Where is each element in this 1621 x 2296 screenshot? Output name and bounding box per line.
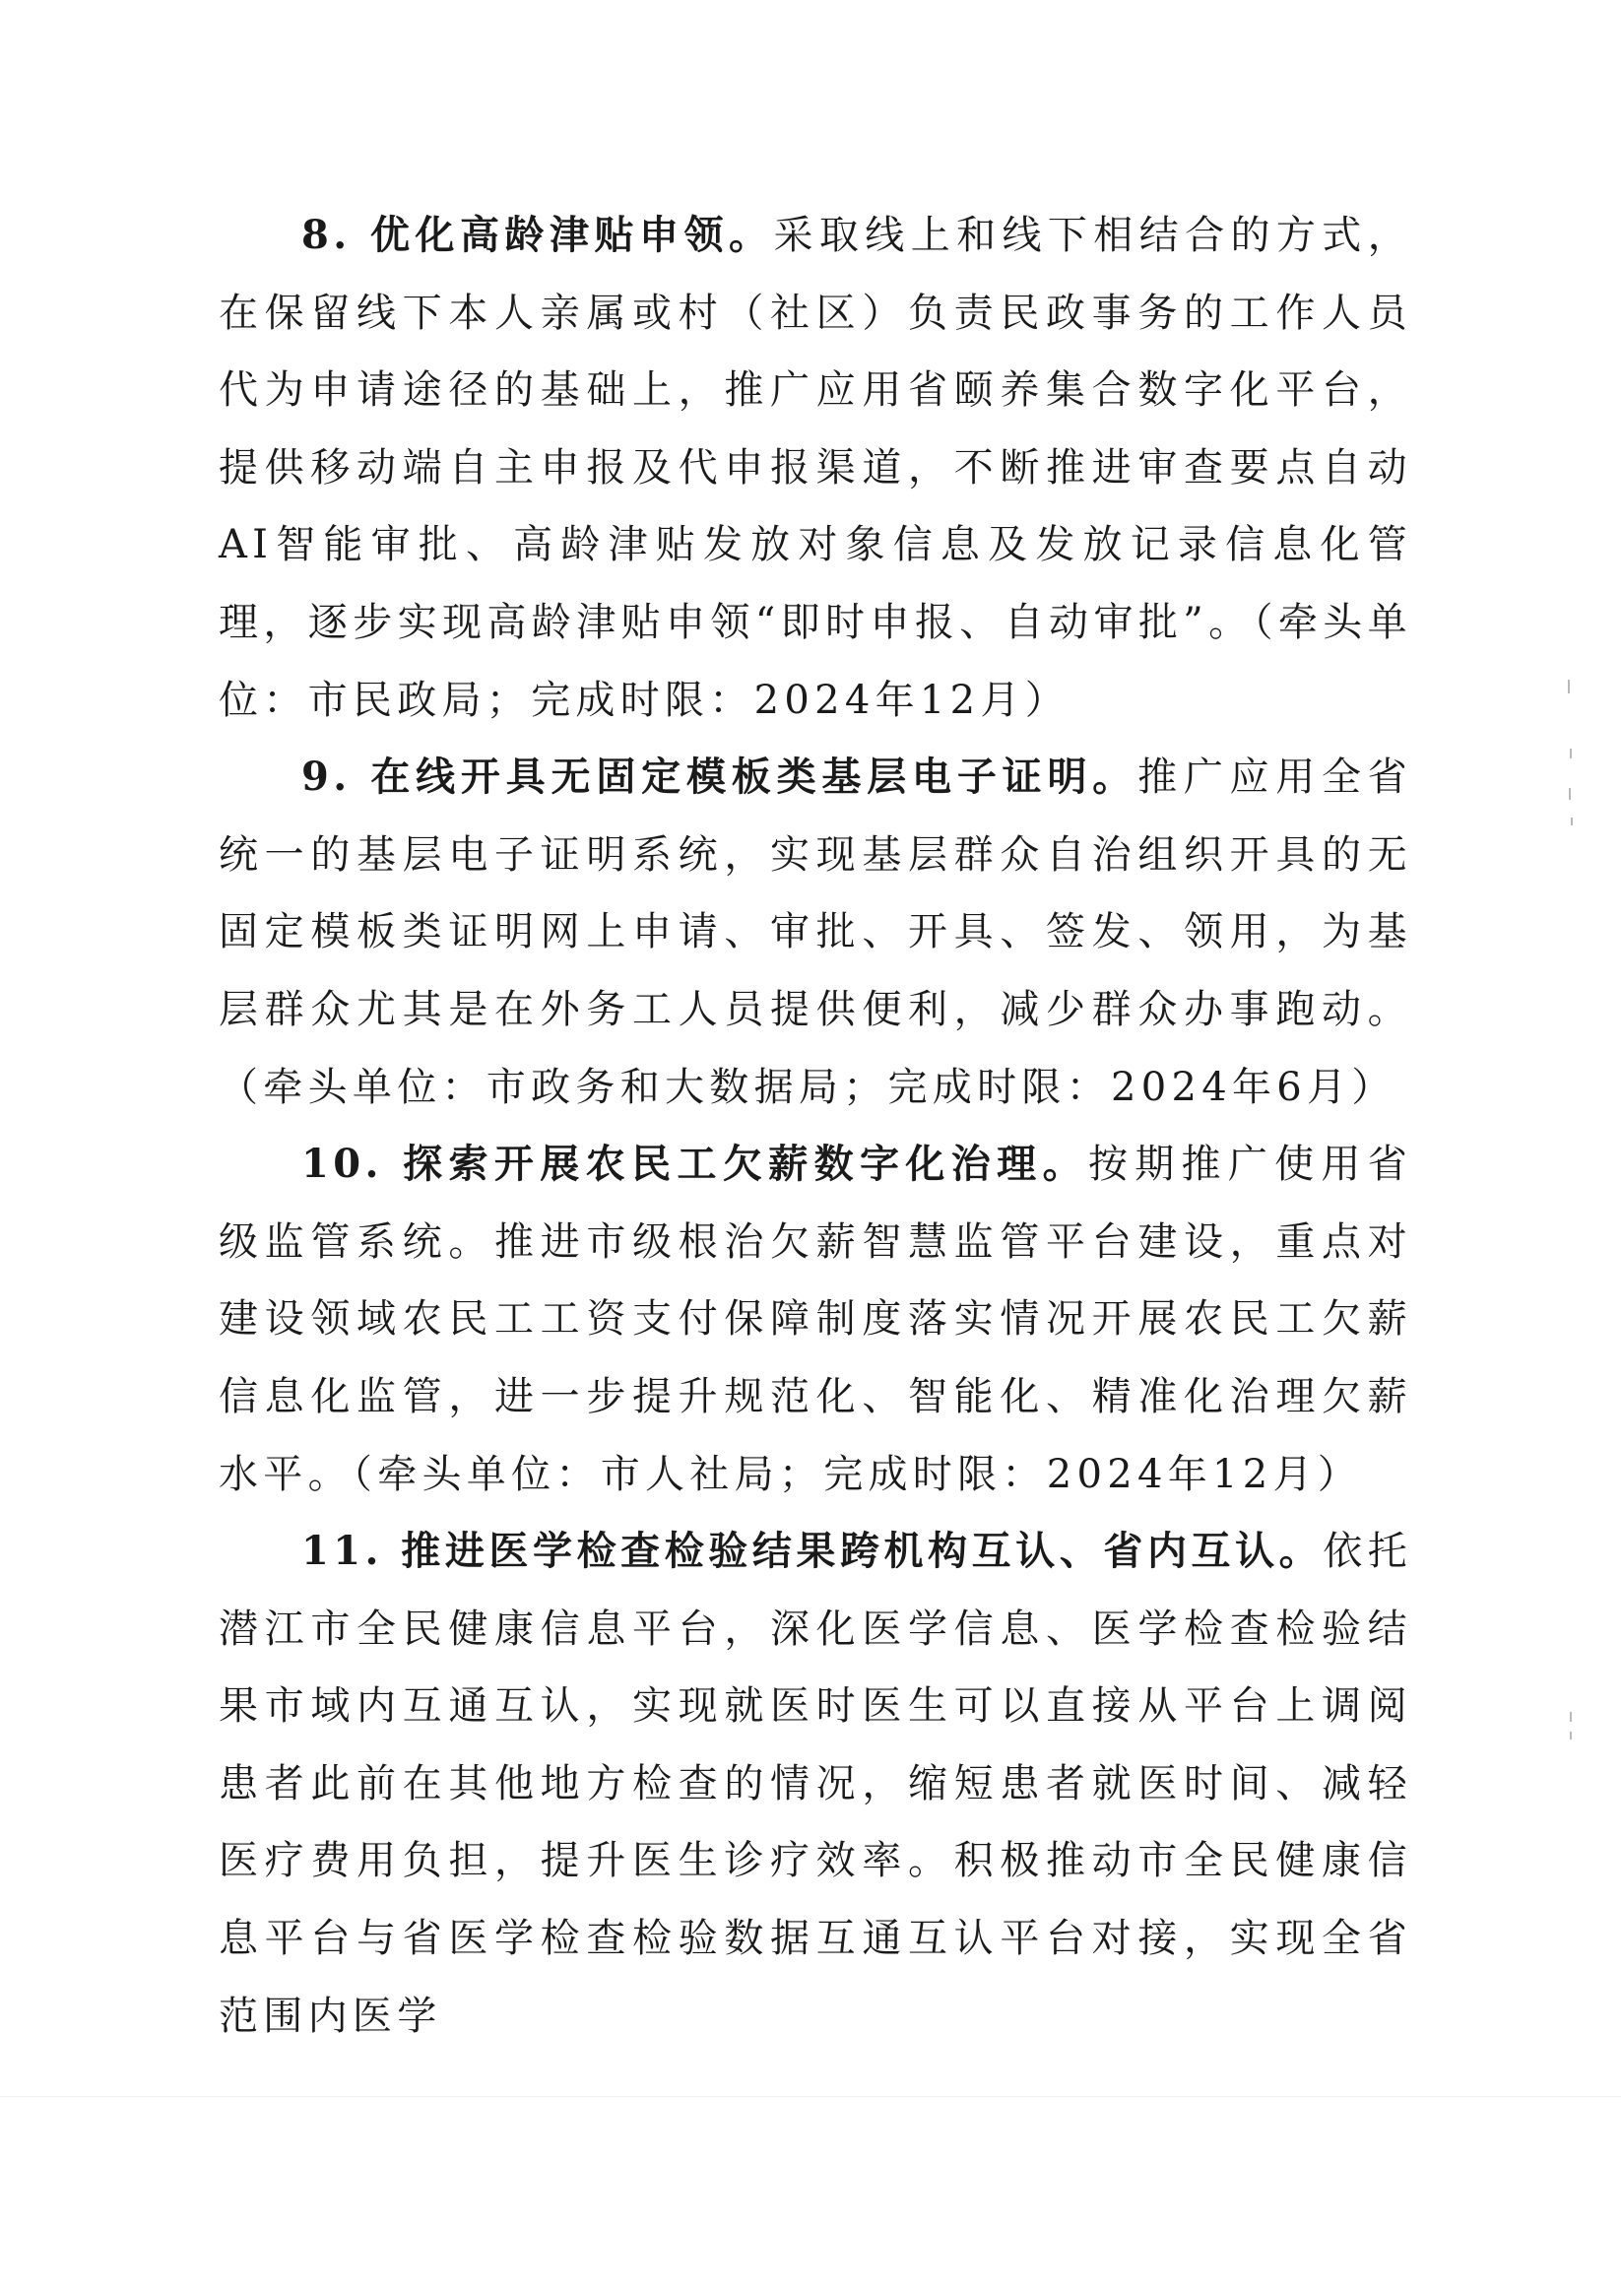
scan-artifact-mark [1569, 788, 1571, 800]
scan-artifact-mark [1568, 680, 1570, 693]
document-body [219, 197, 1412, 2055]
item-11-number: 11. [301, 1528, 383, 1575]
item-11-heading [301, 1528, 1323, 1574]
item-11-body: 依托潜江市全民健康信息平台，深化医学信息、医学检查检验结果市域内互通互认，实现就医时医生可以直接从平台上调阅患者此前在其他地方检查的情况，缩短患者就医时间、减轻医疗费用负担，提升医生诊疗效率。积极推动市全民健康信息平台与省医学检查检验数据互通互认平台对接，实现全省范围内医学 [219, 1529, 1413, 2039]
item-8-number: 8. [301, 212, 352, 258]
item-9-number: 9. [301, 754, 352, 801]
item-10-heading [301, 1141, 1088, 1187]
item-9-body: 推广应用全省统一的基层电子证明系统，实现基层群众自治组织开具的无固定模板类证明网上申请、审批、开具、签发、领用，为基层群众尤其是在外务工人员提供便利，减少群众办事跑动。（牵头单位：市政务和大数据局；完成时限：2024年6月） [219, 754, 1412, 1110]
item-8-heading [301, 212, 774, 258]
paragraph-item-11 [219, 1513, 1412, 2055]
page-bottom-divider [0, 2096, 1621, 2097]
item-11-title: 推进医学检查检验结果跨机构互认、省内互认。 [401, 1528, 1324, 1575]
item-10-number: 10. [301, 1141, 383, 1188]
scan-artifact-mark [1570, 749, 1572, 758]
item-9-title: 在线开具无固定模板类基层电子证明。 [370, 754, 1138, 801]
scan-artifact-mark [1571, 818, 1573, 825]
paragraph-item-8 [219, 197, 1412, 739]
paragraph-item-10 [219, 1126, 1412, 1513]
item-10-body: 按期推广使用省级监管系统。推进市级根治欠薪智慧监管平台建设，重点对建设领域农民工工资支付保障制度落实情况开展农民工欠薪信息化监管，进一步提升规范化、智能化、精准化治理欠薪水平。（牵头单位：市人社局；完成时限：2024年12月） [219, 1142, 1413, 1497]
item-8-body: 采取线上和线下相结合的方式，在保留线下本人亲属或村（社区）负责民政事务的工作人员代为申请途径的基础上，推广应用省颐养集合数字化平台，提供移动端自主申报及代申报渠道，不断推进审查要点自动AI智能审批、高龄津贴发放对象信息及发放记录信息化管理，逐步实现高龄津贴申领“即时申报、自动审批”。（牵头单位：市民政局；完成时限：2024年12月） [219, 213, 1412, 723]
scan-artifact-mark [1570, 1712, 1572, 1722]
item-9-heading [301, 754, 1137, 800]
scan-artifact-mark [1570, 1732, 1572, 1739]
paragraph-item-9 [219, 739, 1412, 1126]
item-10-title: 探索开展农民工欠薪数字化治理。 [403, 1141, 1088, 1188]
item-8-title: 优化高龄津贴申领。 [370, 212, 774, 258]
